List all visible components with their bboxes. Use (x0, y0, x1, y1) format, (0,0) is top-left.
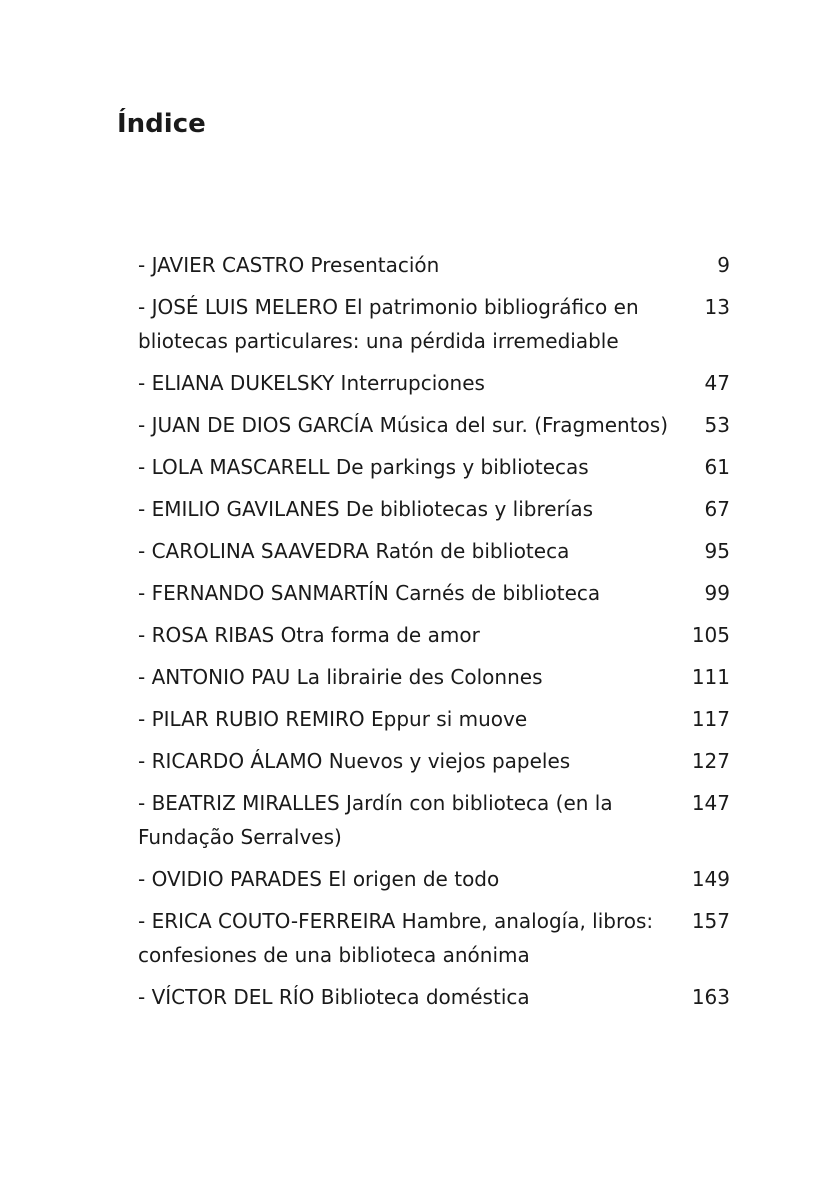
toc-entry-page-number: 147 (691, 791, 730, 815)
toc-entry (138, 290, 730, 358)
toc-entry-line: - FERNANDO SANMARTÍN Carnés de biblioteca (138, 581, 601, 605)
toc-entry-line: - JAVIER CASTRO Presentación (138, 253, 440, 277)
toc-entry-line: - RICARDO ÁLAMO Nuevos y viejos papeles (138, 749, 571, 773)
toc-entry-line: bliotecas particulares: una pérdida irremediable (138, 329, 619, 353)
toc-entry-line: - ROSA RIBAS Otra forma de amor (138, 623, 480, 647)
toc-entry (138, 576, 730, 610)
toc-entry-text (138, 408, 687, 442)
toc-entry (138, 862, 730, 896)
toc-entry-line: - VÍCTOR DEL RÍO Biblioteca doméstica (138, 985, 530, 1009)
toc-entry-text (138, 366, 687, 400)
toc-entry-text (138, 862, 687, 896)
toc-entry-line: - OVIDIO PARADES El origen de todo (138, 867, 500, 891)
page-title: Índice (117, 109, 206, 139)
toc-entry-line: - JUAN DE DIOS GARCÍA Música del sur. (Fragmentos) (138, 413, 668, 437)
toc-entry (138, 660, 730, 694)
toc-entry-text (138, 534, 687, 568)
toc-entry (138, 366, 730, 400)
toc-entry-line: - LOLA MASCARELL De parkings y bibliotecas (138, 455, 589, 479)
toc-entry-page-number: 13 (704, 295, 730, 319)
toc-entry (138, 904, 730, 972)
toc-entry-text (138, 290, 687, 358)
toc-entry-page-number: 117 (691, 707, 730, 731)
toc-entry-text (138, 702, 687, 736)
toc-entry-text (138, 660, 687, 694)
toc-entry-text (138, 576, 687, 610)
toc-entry (138, 534, 730, 568)
toc-entry-page-number: 105 (691, 623, 730, 647)
toc-entry-page-number: 163 (691, 985, 730, 1009)
toc-entry (138, 408, 730, 442)
toc-entry-line: confesiones de una biblioteca anónima (138, 943, 530, 967)
toc-entry (138, 744, 730, 778)
toc-entry-text (138, 248, 687, 282)
toc-entry-line: - ERICA COUTO-FERREIRA Hambre, analogía, libros: (138, 909, 654, 933)
toc-entry (138, 786, 730, 854)
toc-entry-line: Fundação Serralves) (138, 825, 342, 849)
toc-entry (138, 980, 730, 1014)
toc-entry-line: - BEATRIZ MIRALLES Jardín con biblioteca (en la (138, 791, 613, 815)
toc-entry-line: - CAROLINA SAAVEDRA Ratón de biblioteca (138, 539, 570, 563)
toc-entry-page-number: 127 (691, 749, 730, 773)
toc-entry-page-number: 67 (704, 497, 730, 521)
toc-entry-page-number: 95 (704, 539, 730, 563)
toc-entry-line: - PILAR RUBIO REMIRO Eppur si muove (138, 707, 528, 731)
toc-entry-line: - JOSÉ LUIS MELERO El patrimonio bibliográfico en (138, 295, 639, 319)
toc-entry-text (138, 786, 687, 854)
toc-entry-text (138, 450, 687, 484)
toc-entry-page-number: 9 (717, 253, 730, 277)
toc-entry-page-number: 157 (691, 909, 730, 933)
toc-entry-text (138, 904, 687, 972)
toc-entry-text (138, 980, 687, 1014)
toc-entry-page-number: 111 (691, 665, 730, 689)
toc-entry-page-number: 99 (704, 581, 730, 605)
table-of-contents (138, 248, 730, 1022)
toc-entry-line: - EMILIO GAVILANES De bibliotecas y librerías (138, 497, 593, 521)
toc-entry-line: - ANTONIO PAU La librairie des Colonnes (138, 665, 543, 689)
toc-entry (138, 492, 730, 526)
toc-entry-text (138, 618, 687, 652)
toc-entry-page-number: 149 (691, 867, 730, 891)
toc-entry (138, 702, 730, 736)
toc-entry-text (138, 492, 687, 526)
toc-entry-page-number: 47 (704, 371, 730, 395)
toc-entry (138, 248, 730, 282)
toc-entry-text (138, 744, 687, 778)
toc-entry (138, 618, 730, 652)
toc-entry-page-number: 61 (704, 455, 730, 479)
toc-entry-page-number: 53 (704, 413, 730, 437)
toc-entry (138, 450, 730, 484)
toc-entry-line: - ELIANA DUKELSKY Interrupciones (138, 371, 485, 395)
